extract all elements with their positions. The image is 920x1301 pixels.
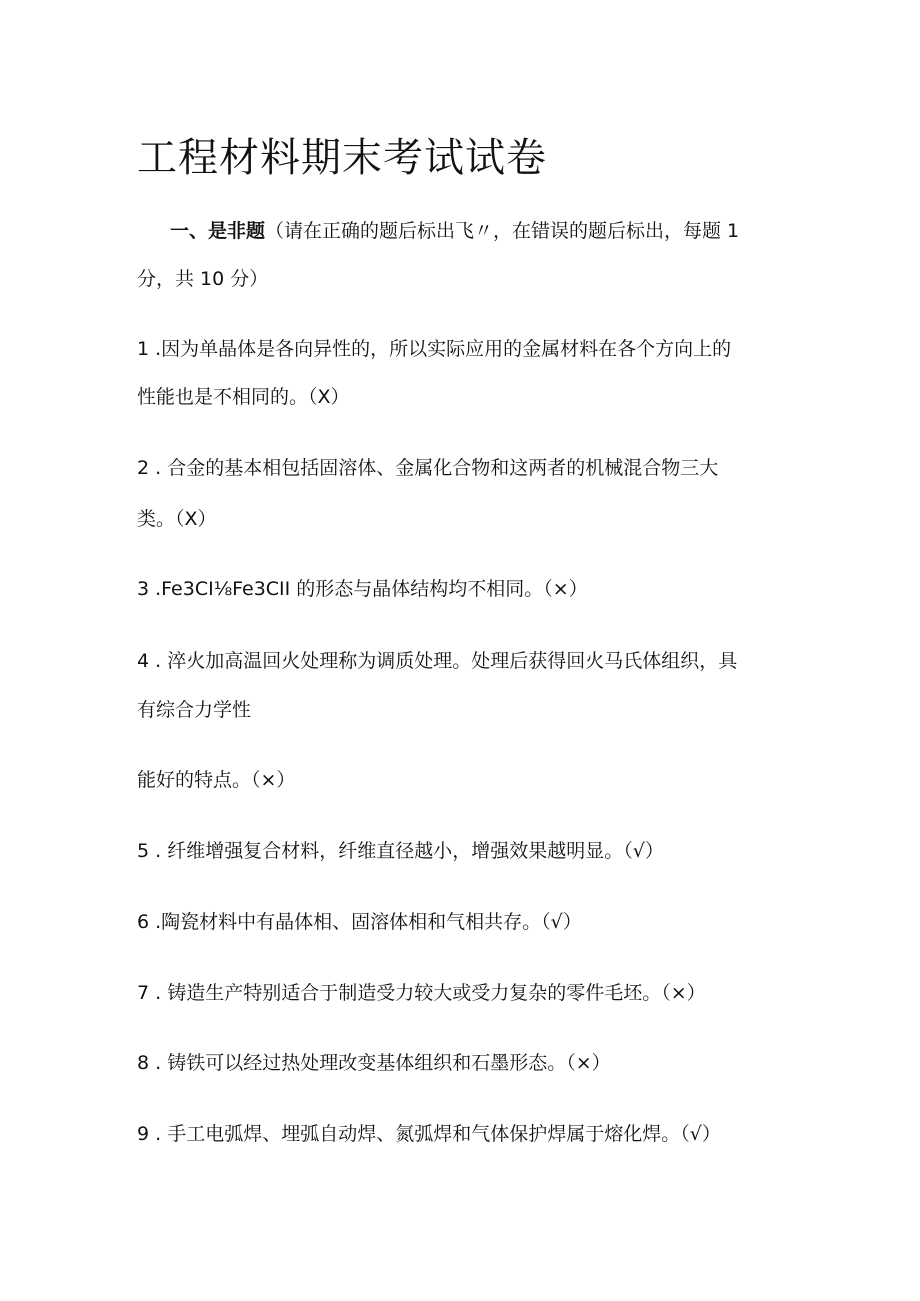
page-title: 工程材料期末考试试卷 [137,135,547,181]
section-instruction-continued: 分，共 10 分） [137,268,269,290]
question-1-line-1: 1 .因为单晶体是各向异性的，所以实际应用的金属材料在各个方向上的 [137,338,732,360]
question-9-line-1: 9 . 手工电弧焊、埋弧自动焊、氮弧焊和气体保护焊属于熔化焊。（√） [137,1123,721,1145]
question-4-line-2: 有综合力学性 [137,699,252,721]
question-8-line-1: 8 . 铸铁可以经过热处理改变基体组织和石墨形态。（×） [137,1052,611,1074]
question-4-line-3: 能好的特点。（×） [137,769,296,791]
question-4-line-1: 4 . 淬火加高温回火处理称为调质处理。处理后获得回火马氏体组织，具 [137,650,738,672]
question-2-line-1: 2 . 合金的基本相包括固溶体、金属化合物和这两者的机械混合物三大 [137,457,719,479]
question-2-line-2: 类。（X） [137,508,217,530]
section-heading-line [170,219,739,243]
question-5-line-1: 5 . 纤维增强复合材料，纤维直径越小，增强效果越明显。（√） [137,840,664,862]
section-heading: 一、是非题 [170,220,266,242]
question-1-line-2: 性能也是不相同的。（X） [137,386,350,408]
question-6-line-1: 6 .陶瓷材料中有晶体相、固溶体相和气相共存。（√） [137,911,582,933]
question-7-line-1: 7 . 铸造生产特别适合于制造受力较大或受力复杂的零件毛坯。（×） [137,982,706,1004]
section-instruction: （请在正确的题后标出飞〃，在错误的题后标出，每题 1 [265,220,740,242]
question-3-line-1: 3 .Fe3CI⅛Fe3CII 的形态与晶体结构均不相同。（×） [137,578,588,600]
